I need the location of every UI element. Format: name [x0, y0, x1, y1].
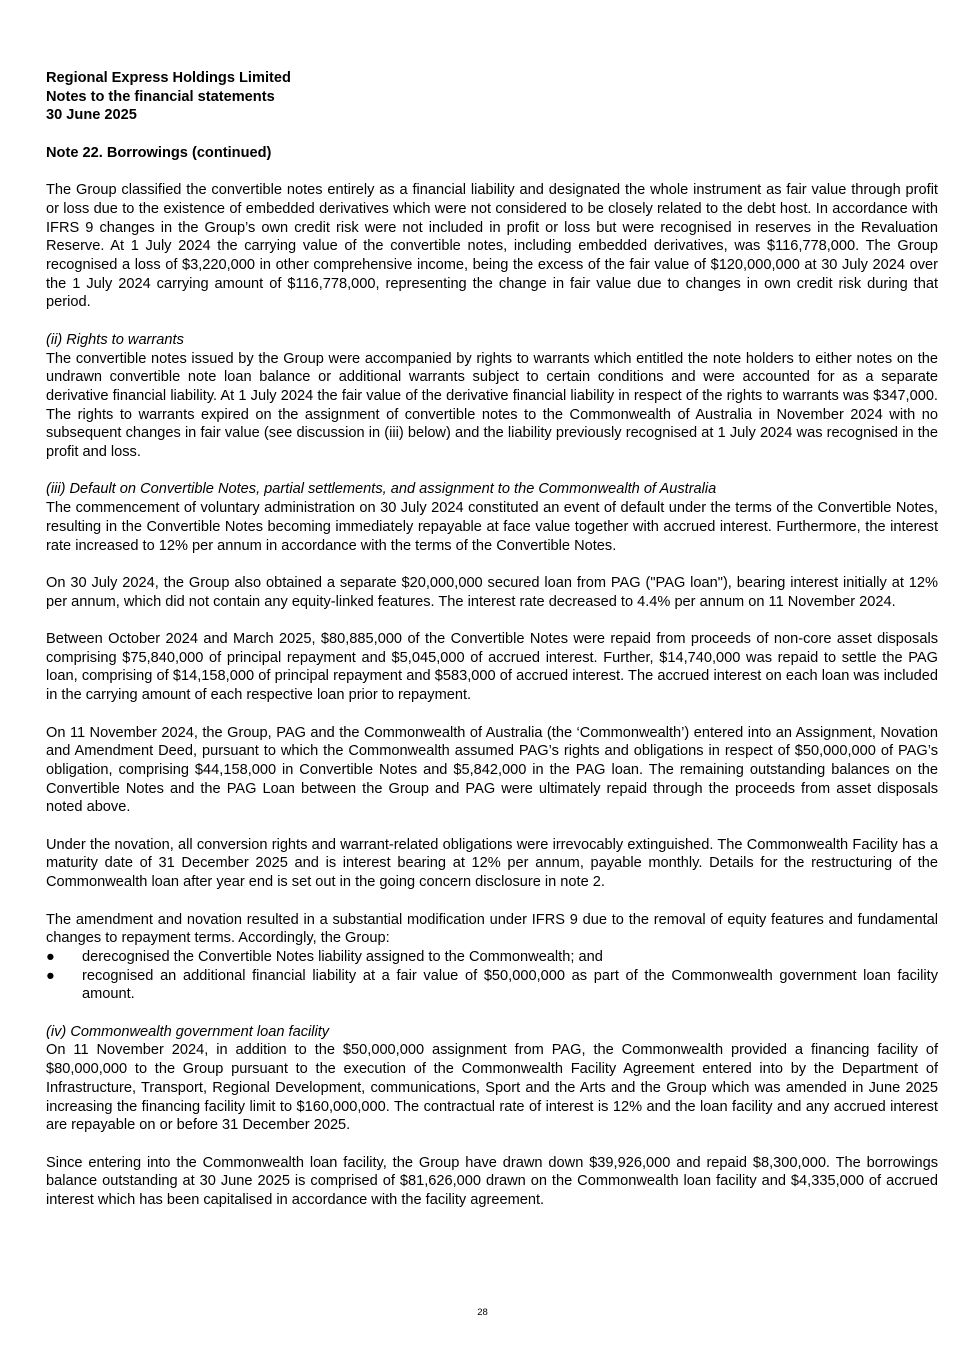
document-title: Notes to the financial statements: [46, 88, 275, 105]
page-number: 28: [477, 1307, 488, 1318]
pag-loan-paragraph: On 30 July 2024, the Group also obtained a separate $20,000,000 secured loan from PAG ("PAG loan"), bearing interest initially at 12% per annum, which did not contain any equity-linked features. The interest rate decreased to 4.4% per annum on 11 November 2024.: [46, 574, 938, 610]
section-iii-paragraph: The commencement of voluntary administration on 30 July 2024 constituted an event of default under the terms of the Convertible Notes, resulting in the Convertible Notes becoming immediately repayable at face value together with accrued interest. Furthermore, the interest rate increased to 12% per annum in accordance with the terms of the Convertible Notes.: [46, 500, 938, 554]
section-iv-paragraph: On 11 November 2024, in addition to the $50,000,000 assignment from PAG, the Commonwealth provided a financing facility of $80,000,000 to the Group pursuant to the execution of the Commonwealth Facility Agreement entered into by the Department of Infrastructure, Transport, Regional Development, communications, Sport and the Arts and the Group which was amended in June 2025 increasing the financing facility limit to $160,000,000. The contractual rate of interest is 12% and the loan facility and any accrued interest are repayable on or before 31 December 2025.: [46, 1042, 938, 1134]
section-ii-paragraph: The convertible notes issued by the Group were accompanied by rights to warrants which entitled the note holders to either notes on the undrawn convertible note loan balance or additional warrants subject to certain conditions and were accounted for as a separate derivative financial liability. At 1 July 2024 the fair value of the derivative financial liability in respect of the rights to warrants was $347,000. The rights to warrants expired on the assignment of convertible notes to the Commonwealth of Australia in November 2024 with no subsequent changes in fair value (see discussion in (iii) below) and the liability previously recognised at 1 July 2024 was recognised in the profit and loss.: [46, 350, 938, 461]
amendment-bullet-list: [46, 948, 938, 1004]
drawn-down-paragraph: Since entering into the Commonwealth loan facility, the Group have drawn down $39,926,000 and repaid $8,300,000. The borrowings balance outstanding at 30 June 2025 is comprised of $81,626,000 drawn on the Commonwealth loan facility and $4,335,000 of accrued interest which has been capitalised in accordance with the facility agreement.: [46, 1154, 938, 1209]
amendment-paragraph: The amendment and novation resulted in a substantial modification under IFRS 9 due to the removal of equity features and fundamental changes to repayment terms. Accordingly, the Group:: [46, 911, 938, 947]
bullet-icon: ●: [46, 967, 55, 984]
section-iii-heading: (iii) Default on Convertible Notes, partial settlements, and assignment to the Commonwealth of Australia: [46, 481, 717, 498]
list-item: [46, 967, 938, 1004]
note-title: Note 22. Borrowings (continued): [46, 144, 272, 161]
list-item-text: derecognised the Convertible Notes liability assigned to the Commonwealth; and: [82, 948, 603, 965]
list-item-text: recognised an additional financial liability at a fair value of $50,000,000 as part of the Commonwealth government loan facility amount.: [82, 967, 938, 1003]
section-ii-heading: (ii) Rights to warrants: [46, 331, 184, 348]
repayment-paragraph: Between October 2024 and March 2025, $80,885,000 of the Convertible Notes were repaid from proceeds of non-core asset disposals comprising $75,840,000 of principal repayment and $5,045,000 of accrued interest. Further, $14,740,000 was repaid to settle the PAG loan, comprising of $14,158,000 of principal repayment and $583,000 of accrued interest. The accrued interest on each loan was included in the carrying amount of each respective loan prior to repayment.: [46, 631, 938, 704]
page-content: [46, 69, 938, 1210]
assignment-paragraph: On 11 November 2024, the Group, PAG and the Commonwealth of Australia (the ‘Commonwealth’) entered into an Assignment, Novation and Amendment Deed, pursuant to which the Commonwealth assumed PAG’s rights and obligations in respect of $50,000,000 of PAG’s obligation, comprising $44,158,000 in Convertible Notes and $5,842,000 in the PAG loan. The remaining outstanding balances on the Convertible Notes and the PAG Loan between the Group and PAG were ultimately repaid through the proceeds from asset disposals noted above.: [46, 724, 938, 816]
section-iv-heading: (iv) Commonwealth government loan facility: [46, 1023, 330, 1040]
company-name: Regional Express Holdings Limited: [46, 70, 291, 86]
report-date: 30 June 2025: [46, 107, 137, 124]
novation-paragraph: Under the novation, all conversion rights and warrant-related obligations were irrevocably extinguished. The Commonwealth Facility has a maturity date of 31 December 2025 and is interest bearing at 12% per annum, payable monthly. Details for the restructuring of the Commonwealth loan after year end is set out in the going concern disclosure in note 2.: [46, 836, 938, 891]
intro-paragraph: The Group classified the convertible notes entirely as a financial liability and designated the whole instrument as fair value through profit or loss due to the existence of embedded derivatives which were not considered to be closely related to the debt host. In accordance with IFRS 9 changes in the Group’s own credit risk were not included in profit or loss but were recognised in reserves in the Revaluation Reserve. At 1 July 2024 the carrying value of the convertible notes, including embedded derivatives, was $116,778,000. The Group recognised a loss of $3,220,000 in other comprehensive income, being the excess of the fair value of $120,000,000 at 30 July 2024 over the 1 July 2024 carrying amount of $116,778,000, representing the change in fair value due to changes in own credit risk during that period.: [46, 182, 938, 311]
bullet-icon: ●: [46, 948, 55, 965]
list-item: [46, 948, 938, 967]
